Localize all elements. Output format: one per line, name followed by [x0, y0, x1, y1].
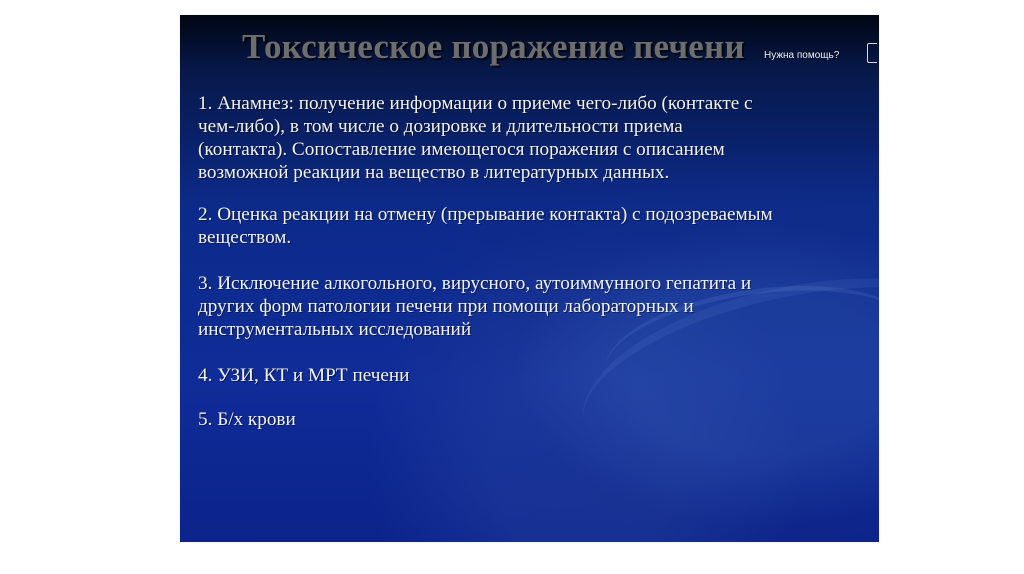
list-item	[198, 408, 878, 431]
text-line: возможной реакции на вещество в литературных данных.	[198, 162, 670, 183]
text-line: других форм патологии печени при помощи лабораторных и	[198, 296, 694, 317]
list-item	[198, 272, 878, 341]
help-button[interactable]	[867, 43, 877, 63]
list-item	[198, 92, 878, 184]
list-item	[198, 203, 878, 249]
slide-content	[198, 92, 878, 431]
text-line: 1. Анамнез: получение информации о приеме чего-либо (контакте с	[198, 93, 753, 114]
text-line: веществом.	[198, 227, 292, 248]
text-line: инструментальных исследований	[198, 319, 472, 340]
text-line: 4. УЗИ, КТ и МРТ печени	[198, 365, 410, 386]
help-link[interactable]: Нужна помощь?	[764, 50, 840, 61]
text-line: (контакта). Сопоставление имеющегося поражения с описанием	[198, 139, 725, 160]
text-line: 3. Исключение алкогольного, вирусного, аутоиммунного гепатита и	[198, 273, 752, 294]
slide	[180, 15, 879, 542]
list-item	[198, 364, 878, 387]
slide-title: Токсическое поражение печени	[242, 27, 745, 66]
text-line: 2. Оценка реакции на отмену (прерывание контакта) с подозреваемым	[198, 204, 773, 225]
text-line: 5. Б/х крови	[198, 409, 296, 430]
text-line: чем-либо), в том числе о дозировке и длительности приема	[198, 116, 683, 137]
